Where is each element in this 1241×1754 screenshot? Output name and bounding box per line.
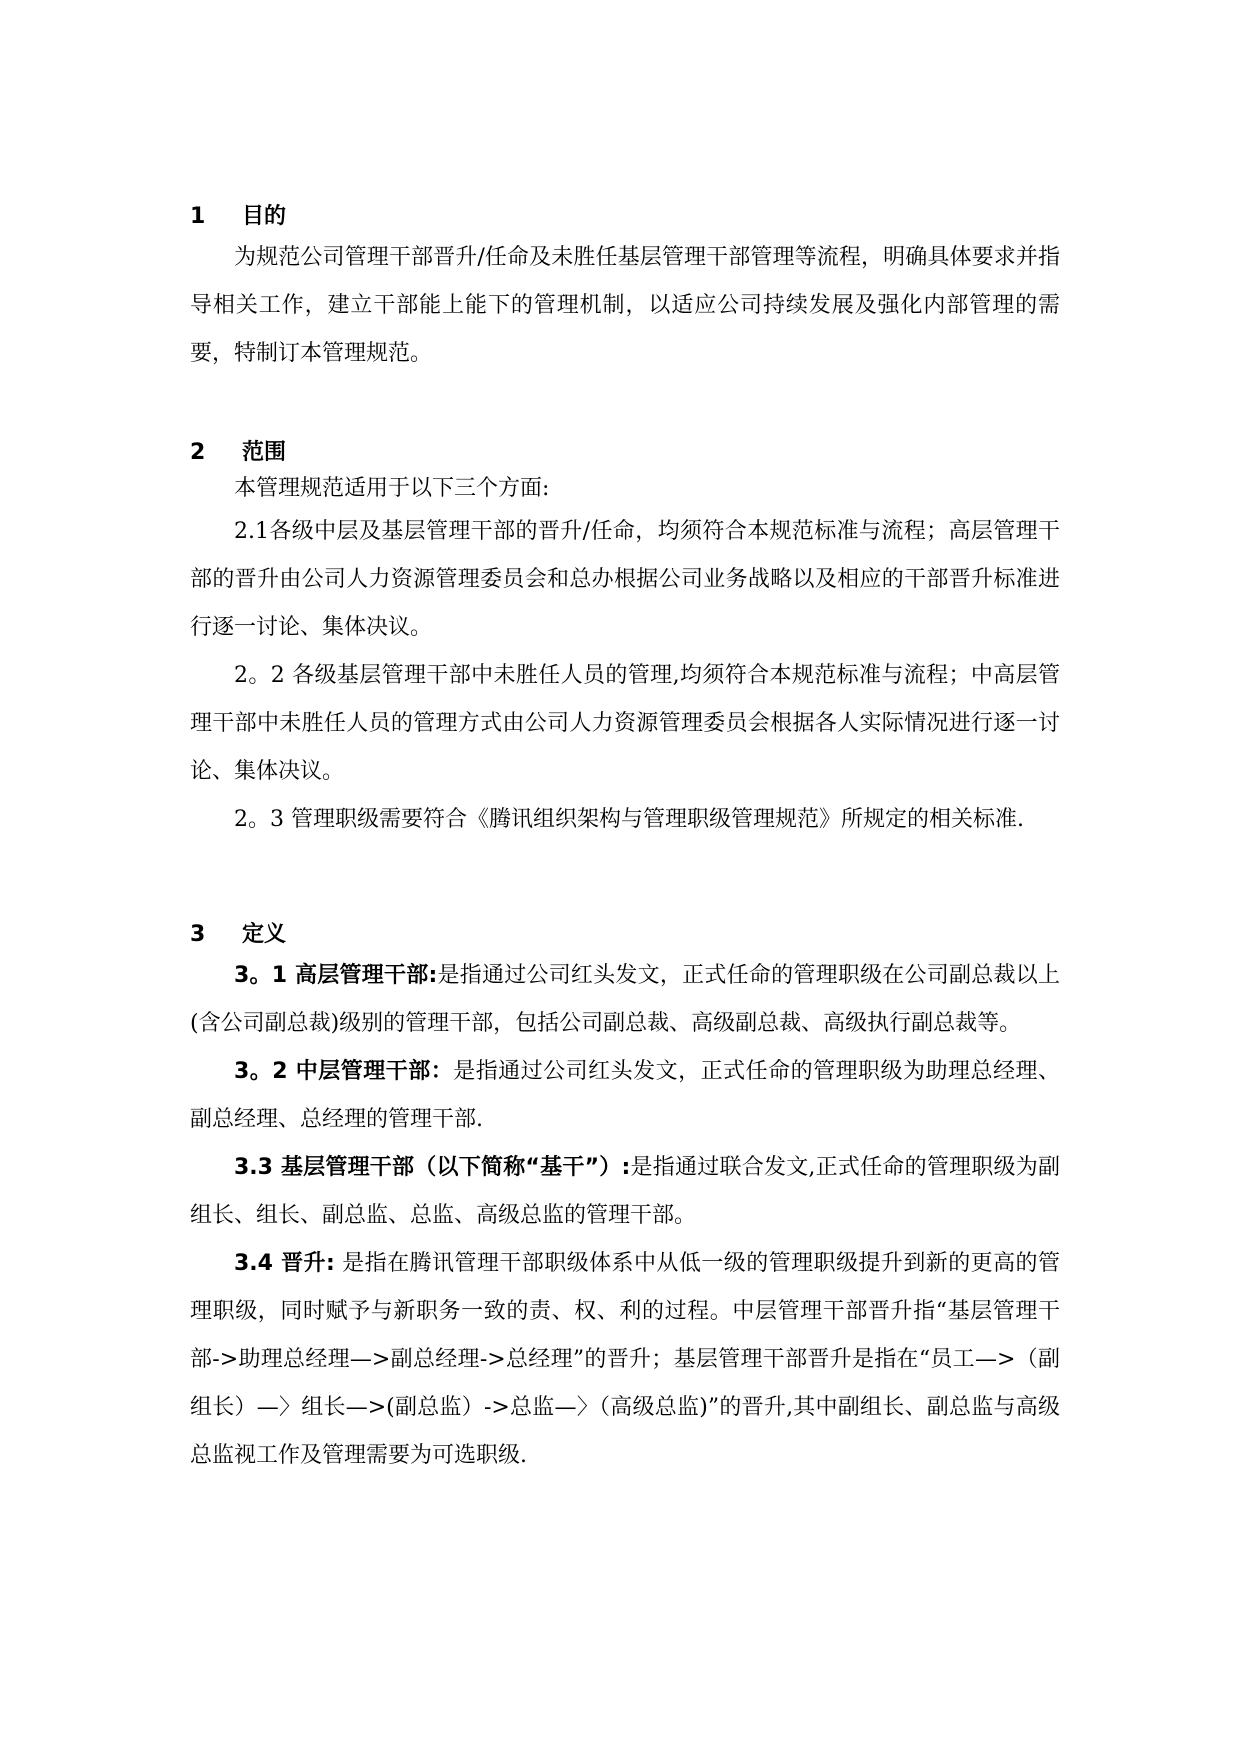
definition-term: 3.4 晋升: [234,1251,335,1276]
scope-item-2-1: 2.1各级中层及基层管理干部的晋升/任命，均须符合本规范标准与流程；高层管理干部的晋升由公司人力资源管理委员会和总办根据公司业务战略以及相应的干部晋升标准进行逐一讨论、集体决议。 [190,519,1060,640]
document-body [190,200,1060,1480]
definition-text: 是指通过联合发文,正式任命的管理职级为副组长、组长、副总监、总监、高级总监的管理干部。 [190,1155,1060,1228]
section-number: 1 [190,204,206,229]
definition-promotion [190,1240,1060,1480]
scope-item-2-2: 2。2 各级基层管理干部中未胜任人员的管理,均须符合本规范标准与流程；中高层管理干部中未胜任人员的管理方式由公司人力资源管理委员会根据各人实际情况进行逐一讨论、集体决议。 [190,663,1060,784]
scope-intro: 本管理规范适用于以下三个方面: [234,476,550,501]
section-gap [190,378,1060,436]
definition-text: 是指通过公司红头发文，正式任命的管理职级在公司副总裁以上(含公司副总裁)级别的管理干部，包括公司副总裁、高级副总裁、高级执行副总裁等。 [190,963,1060,1036]
section-heading-purpose [190,200,1060,234]
definition-term: 3。1 高层管理干部: [234,963,438,988]
definition-term: 3。2 中层管理干部： [234,1059,454,1084]
section-heading-definitions [190,918,1060,952]
section-number: 2 [190,440,206,465]
definition-senior-managers [190,952,1060,1048]
scope-item-2-3: 2。3 管理职级需要符合《腾讯组织架构与管理职级管理规范》所规定的相关标准. [234,807,1024,832]
section-title: 定义 [242,922,287,947]
section-heading-scope [190,436,1060,470]
definition-text: 是指在腾讯管理干部职级体系中从低一级的管理职级提升到新的更高的管理职级，同时赋予与新职务一致的责、权、利的过程。中层管理干部晋升指“基层管理干部->助理总经理—>副总经理->总经理”的晋升；基层管理干部晋升是指在“员工—>（副组长）—〉组长—>(副总监）->总监—〉（高级总监)”的晋升,其中副组长、副总监与高级总监视工作及管理需要为可选职级. [190,1251,1060,1468]
definition-term: 3.3 基层管理干部（以下简称“基干”）: [234,1155,631,1180]
definition-junior-managers [190,1144,1060,1240]
purpose-paragraph: 为规范公司管理干部晋升/任命及未胜任基层管理干部管理等流程，明确具体要求并指导相关工作，建立干部能上能下的管理机制，以适应公司持续发展及强化内部管理的需要，特制订本管理规范。 [190,245,1060,366]
definition-middle-managers [190,1048,1060,1144]
section-title: 目的 [242,204,287,229]
section-gap [190,844,1060,918]
section-number: 3 [190,922,206,947]
definition-text: 是指通过公司红头发文，正式任命的管理职级为助理总经理、副总经理、总经理的管理干部. [190,1059,1060,1132]
section-title: 范围 [242,440,287,465]
